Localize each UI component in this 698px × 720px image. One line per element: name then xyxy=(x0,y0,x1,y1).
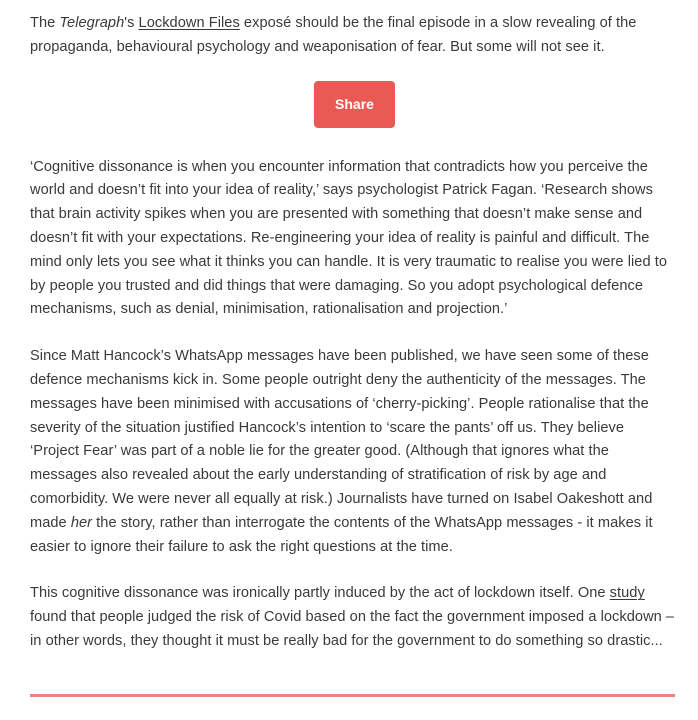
cognitive-dissonance-quote-paragraph: ‘Cognitive dissonance is when you encounter information that contradicts how you perceive the world and doesn’t fit into your idea of reality,’ says psychologist Patrick Fagan. ‘Research shows that brain activity spikes when you are presented with something that doesn’t make sense and doesn’t fit with your expectations. Re-engineering your idea of reality is painful and difficult. The mind only lets you see what it thinks you can handle. It is very traumatic to realise you were lied to by people you trusted and did things that were damaging. So you adopt psychological defence mechanisms, such as denial, minimisation, rationalisation and projection.’ xyxy=(30,158,667,318)
emphasis-her: her xyxy=(70,514,93,531)
bottom-divider xyxy=(30,694,675,697)
lockdown-study-paragraph xyxy=(30,582,675,653)
hancock-pre-text: Since Matt Hancock’s WhatsApp messages have been published, we have seen some of these defence mechanisms kick in. Some people outright deny the authenticity of the messages. The messages have been minimised with accusations of ‘cherry-picking’. People rationalise that the severity of the situation justified Hancock’s intention to ‘scare the pants’ off us. They believe ‘Project Fear’ was part of a noble lie for the greater good. (Although that ignores what the messages also revealed about the early understanding of stratification of risk by age and comorbidity. We were never all equally at risk.) Journalists have turned on Isabel Oakeshott and made xyxy=(30,348,653,531)
intro-paragraph xyxy=(30,12,675,60)
lockdown-files-link[interactable]: Lockdown Files xyxy=(138,15,240,31)
intro-pre-text: The xyxy=(30,15,60,31)
intro-post-text: exposé should be the final episode in a slow revealing of the propaganda, behavioural psychology and weaponisation of fear. But some will not see it. xyxy=(30,15,637,55)
study-pre-text: This cognitive dissonance was ironically partly induced by the act of lockdown itself. One xyxy=(30,585,610,602)
study-link[interactable]: study xyxy=(609,585,645,602)
hancock-post-text: the story, rather than interrogate the contents of the WhatsApp messages - it makes it easier to ignore their failure to ask the right questions at the time. xyxy=(30,514,653,555)
intro-possessive-text: 's xyxy=(124,15,139,31)
hancock-messages-paragraph xyxy=(30,345,675,559)
publication-name: Telegraph xyxy=(59,15,125,31)
study-post-text: found that people judged the risk of Covid based on the fact the government imposed a lockdown – in other words, they thought it must be really bad for the government to do something so drastic... xyxy=(30,609,675,649)
share-button[interactable]: Share xyxy=(314,81,395,128)
article-body xyxy=(30,12,675,654)
share-container xyxy=(30,81,675,128)
